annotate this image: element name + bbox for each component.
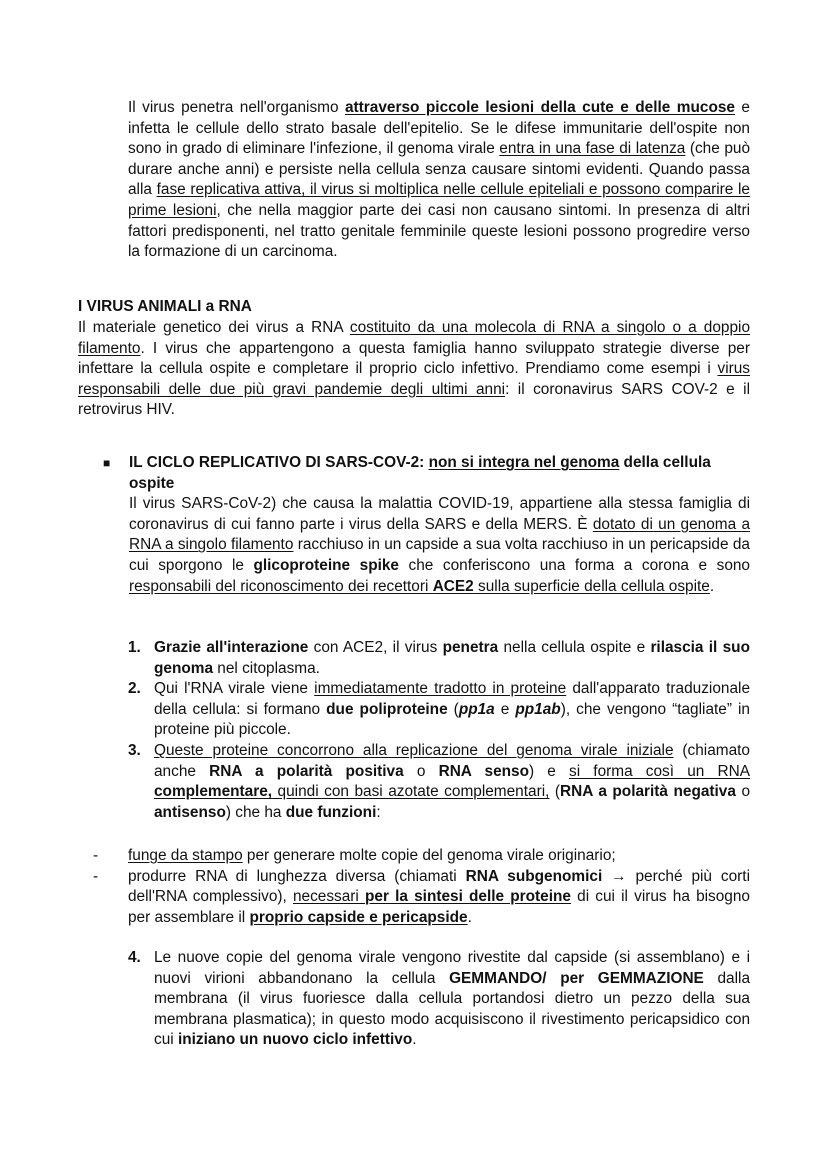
underlined-text: sulla superficie della cellula ospite (473, 577, 710, 595)
text-run: dalla membrana (il virus fuoriesce dalla cellula portandosi dietro un pezzo della sua membrana plasmatica); in questo modo acquisiscono il rivestimento pericapsidico con cui (154, 969, 751, 1049)
list-item (93, 867, 750, 929)
list-number: 2. (128, 680, 141, 698)
dash-marker: - (93, 847, 99, 864)
text-run: . (709, 577, 715, 595)
text-run: . (467, 908, 472, 926)
list-item (128, 741, 750, 823)
text-run: dall'apparato traduzionale della cellula: si formano (154, 680, 751, 718)
bold-text: due poliproteine (326, 700, 448, 718)
section-paragraph (78, 318, 750, 421)
list-number: 1. (128, 639, 141, 656)
underlined-text: si forma così un RNA (569, 762, 750, 780)
text-run: . (412, 1031, 417, 1049)
text-run: , che nella maggior parte dei casi non causano sintomi. In presenza di altri fattori predisponenti, nel tratto genitale femminile queste lesioni possono progredire verso la formazione di un carcinoma. (128, 201, 750, 261)
bold-text: GEMMANDO/ per GEMMAZIONE (449, 969, 704, 987)
list-item (93, 846, 750, 867)
underlined-text: entra in una fase di latenza (499, 140, 686, 158)
heading-text: della cellula ospite (129, 454, 711, 492)
text-run: ) e (529, 762, 570, 780)
underlined-text: quindi con basi azotate complementari, (272, 783, 550, 801)
numbered-list (128, 638, 750, 823)
bold-text: complementare, (154, 783, 273, 801)
section-title: I VIRUS ANIMALI a RNA (78, 298, 252, 315)
underlined-text: necessari (292, 888, 365, 906)
bold-text: antisenso (154, 803, 226, 821)
text-run: produrre RNA di lunghezza diversa (chiamati (128, 867, 466, 885)
bold-text: per la sintesi delle proteine (365, 888, 571, 906)
text-run: Le nuove copie del genoma virale vengono rivestite dal capside (si assemblano) e i nuovi virioni abbandonano la cellula (154, 949, 750, 987)
bold-text: rilascia il suo genoma (154, 639, 750, 677)
bold-text: ACE2 (432, 577, 474, 595)
dash-marker: - (93, 867, 99, 885)
dash-list (93, 846, 750, 928)
bold-text: RNA a polarità negativa (560, 783, 736, 801)
text-run: (che può durare anche anni) e persiste nella cellula senza causare sintomi evidenti. Quando passa alla (128, 140, 751, 199)
text-run: : il coronavirus SARS COV-2 e il retrovirus HIV. (78, 380, 751, 419)
underlined-text: dotato di un genoma a RNA a singolo filamento (129, 515, 750, 554)
list-number: 4. (128, 949, 141, 966)
list-item (128, 638, 750, 679)
text-run: ), che vengono “tagliate” in proteine più piccole. (154, 700, 750, 739)
emphasis-text: attraverso piccole lesioni della cute e delle mucose (345, 99, 735, 116)
text-run: nel citoplasma. (213, 659, 320, 677)
text-run: racchiuso in un capside a sua volta racchiuso in un pericapside da cui sporgono le (129, 536, 750, 574)
bold-italic-text: pp1a (458, 700, 495, 718)
heading-text: IL CICLO REPLICATIVO DI SARS-COV-2: (129, 454, 429, 471)
text-run: : (376, 803, 381, 821)
intro-paragraph (128, 98, 750, 263)
text-run: e (494, 700, 516, 718)
text-run: di cui il virus ha bisogno per assemblare il (128, 888, 750, 926)
text-run: Il virus penetra nell'organismo (128, 99, 345, 116)
text-run: per generare molte copie del genoma virale originario; (242, 847, 616, 864)
underlined-text: virus responsabili delle due più gravi pandemie degli ultimi anni (78, 360, 750, 398)
text-run: con ACE2, il virus (308, 639, 443, 656)
bold-text: Grazie all'interazione (154, 639, 309, 656)
bold-text: penetra (442, 639, 499, 656)
underlined-text: funge da stampo (128, 847, 243, 864)
bullet-heading (129, 453, 750, 494)
text-run: nella cellula ospite e (498, 639, 651, 656)
bold-text: iniziano un nuovo ciclo infettivo (177, 1031, 413, 1049)
bold-underlined-text: proprio capside e pericapside (249, 908, 468, 926)
text-run: e infetta le cellule dello strato basale dell'epitelio. Se le difese immunitarie dell'ospite non sono in grado di eliminare l'infezione, il genoma virale (128, 99, 750, 158)
text-run: . I virus che appartengono a questa famiglia hanno sviluppato strategie diverse per infettare la cellula ospite e completare il proprio ciclo infettivo. Prendiamo come esempi i (78, 339, 750, 378)
text-run: Il virus SARS-CoV-2) che causa la malattia COVID-19, appartiene alla stessa famiglia di coronavirus di cui fanno parte i virus della SARS e della MERS. È (129, 495, 750, 533)
bullet-paragraph (129, 494, 750, 597)
underlined-text: responsabili del riconoscimento dei recettori (129, 577, 433, 595)
text-run: o (403, 762, 439, 780)
underlined-text: costituito da una molecola di RNA a singolo o a doppio filamento (78, 319, 750, 357)
text-run: → perché più corti dell'RNA complessivo), (128, 867, 750, 906)
bold-italic-text: pp1ab (515, 700, 561, 718)
list-item (128, 948, 750, 1051)
underlined-text: fase replicativa attiva, il virus si moltiplica nelle cellule epiteliali e possono comparire le prime lesioni (128, 181, 750, 219)
numbered-list-continued (128, 948, 750, 1051)
text-run: (chiamato anche (154, 741, 750, 780)
text-run: Il materiale genetico dei virus a RNA (78, 319, 350, 336)
square-bullet-icon: ■ (103, 456, 111, 470)
underlined-text: immediatamente tradotto in proteine (314, 680, 567, 698)
text-run: ) che ha (225, 803, 286, 821)
bold-text: glicoproteine spike (253, 556, 399, 574)
list-number: 3. (128, 741, 141, 759)
list-item (128, 679, 750, 741)
text-run: o (735, 783, 751, 801)
bold-text: RNA subgenomici (465, 867, 603, 885)
bullet-item-sars-cov-2 (103, 453, 750, 597)
text-run: Qui l'RNA virale viene (154, 680, 315, 698)
heading-underlined: non si integra nel genoma (428, 454, 620, 471)
text-run: ( (447, 700, 459, 718)
text-run: che conferiscono una forma a corona e sono (399, 556, 750, 574)
bold-text: RNA senso (438, 762, 529, 780)
text-run: ( (549, 783, 561, 801)
bold-text: RNA a polarità positiva (209, 762, 404, 780)
bold-text: due funzioni (285, 803, 377, 821)
underlined-text: Queste proteine concorrono alla replicazione del genoma virale iniziale (154, 741, 674, 759)
